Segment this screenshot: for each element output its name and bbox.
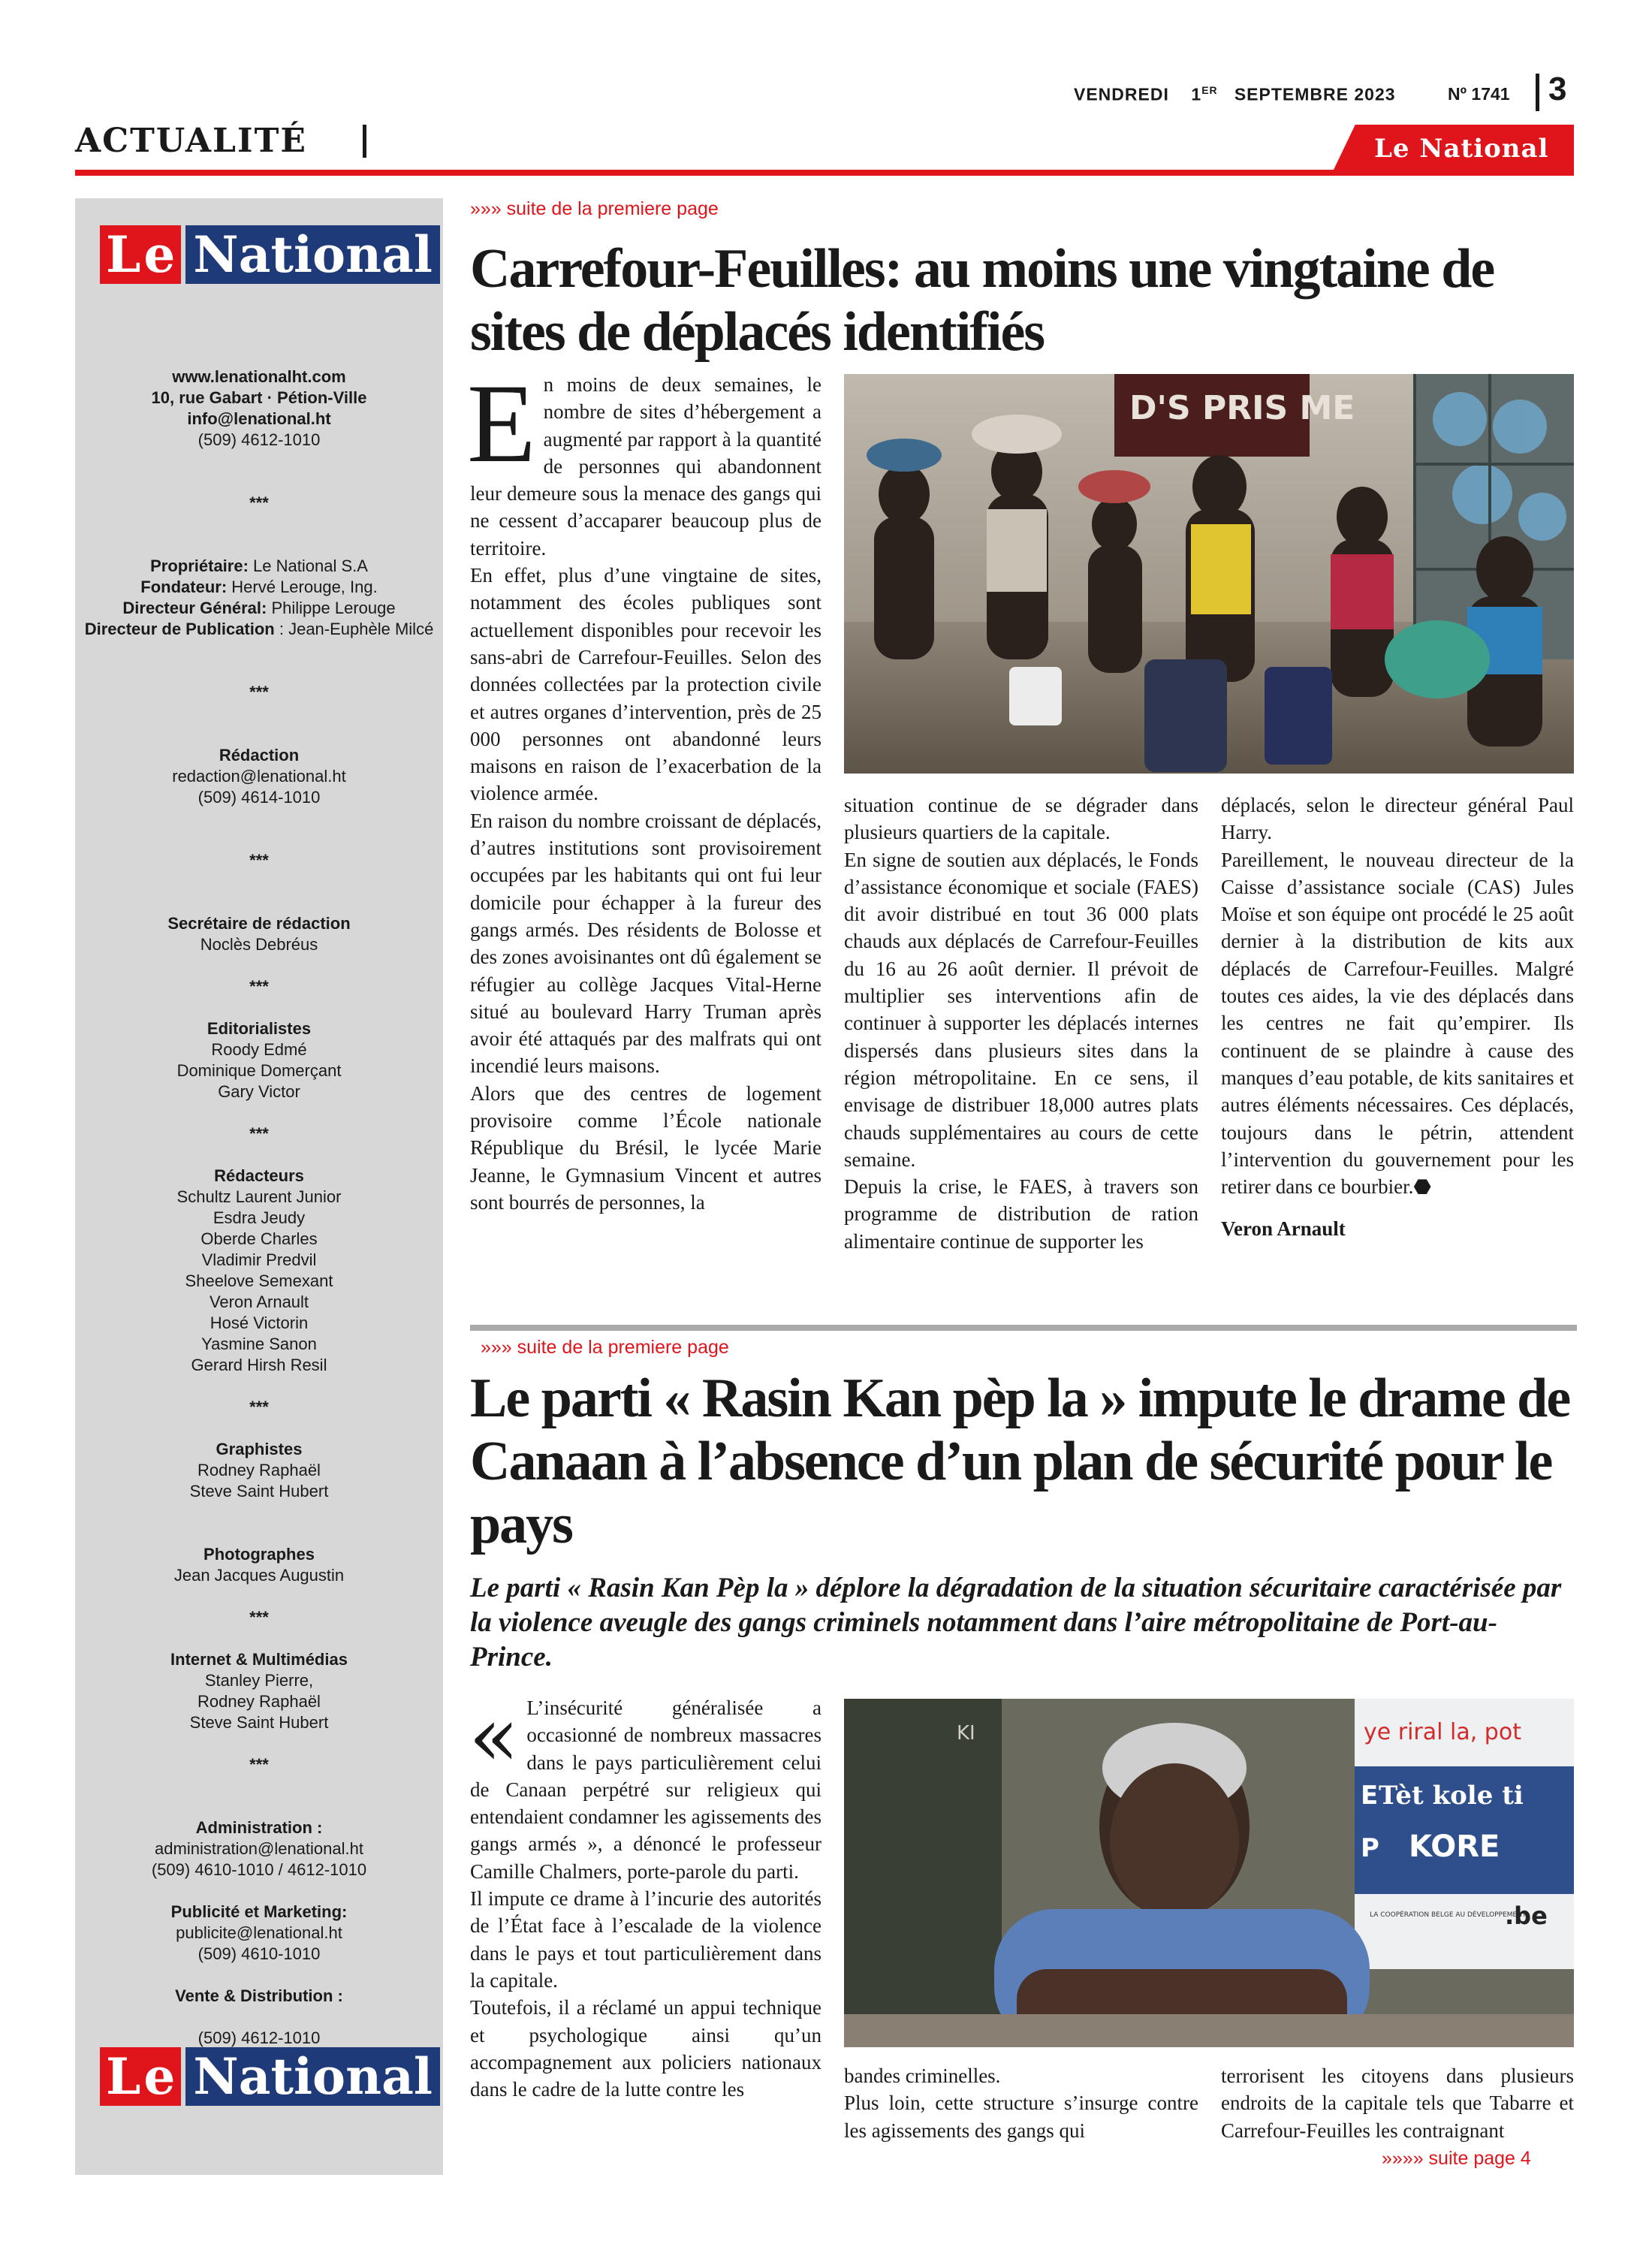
wall-text: KI [957, 1722, 975, 1745]
drop-cap: E [467, 361, 536, 486]
article-divider [470, 1325, 1577, 1331]
section-divider [363, 125, 366, 158]
banner-text-2: Tèt kole ti [1379, 1781, 1524, 1811]
continued-from-front-link[interactable]: »»» suite de la premiere page [481, 1337, 729, 1358]
contact-email: info@lenational.ht [187, 409, 331, 428]
founder: Fondateur: Hervé Lerouge, Ing. [140, 578, 378, 596]
news-photo-party-spokesperson [844, 1699, 1574, 2047]
issue-number: Nº 1741 [1448, 84, 1510, 104]
address: 10, rue Gabart · Pétion-Ville [151, 388, 367, 407]
storefront-sign-text: D'S PRIS ME [1129, 389, 1355, 427]
le-national-logo-footer: L e National [100, 2047, 423, 2106]
article-column-1: « L’insécurité généralisée a occasionné de nombreux massacres dans le pays particulièrement celui de Canaan perpétré sur religieux qui entendaient condamner les agissements des gangs armés », a dénoncé le professeur Camille Chalmers, porte-parole du parti. Il impute ce drame à l’incurie des autorités de l’État face à l’escalade de la violence dans le pays et tout particulièrement dans la capitale. Toutefois, il a réclamé un appui technique et psychologique ainsi qu’un accompagnement aux policiers nationaux dans le cadre de la lutte contre les [469, 1688, 821, 2101]
contact-phone: (509) 4612-1010 [197, 430, 321, 449]
article-lede: Le parti « Rasin Kan Pèp la » déplore la dégradation de la situation sécuritaire caractérisée par la violence aveugle des gangs criminels notamment dans l’aire métropolitaine de Port-au-Prince. [470, 1573, 1562, 1672]
opening-quote-mark: « [469, 1688, 520, 1784]
banner-coop-text: LA COOPÉRATION BELGE AU DÉVELOPPEMENT [1370, 1911, 1527, 1919]
article-headline: Le parti « Rasin Kan pèp la » impute le drame de Canaan à l’absence d’un plan de sécurité pour le pays [470, 1368, 1570, 1555]
issue-date: VENDREDI 1ER SEPTEMBRE 2023 [1074, 84, 1396, 104]
continued-from-front-link[interactable]: »»» suite de la premiere page [470, 198, 719, 219]
page-number-divider [1536, 74, 1539, 111]
le-national-logo: L e National [100, 225, 423, 284]
article-column-3: terrorisent les citoyens dans plusieurs endroits de la capitale tels que Tabarre et Carrefour-Feuilles les contraignant [1221, 2064, 1574, 2142]
website: www.lenationalht.com [172, 367, 346, 386]
page-number: 3 [1548, 71, 1567, 107]
brand-tag-label: Le National [1374, 134, 1549, 164]
news-photo-displaced-people [844, 374, 1574, 774]
publication-director: Directeur de Publication : Jean-Euphèle Milcé [84, 620, 434, 638]
byline: Veron Arnault [1221, 1217, 1346, 1241]
owner: Propriétaire: Le National S.A [150, 556, 368, 575]
masthead-credits: www.lenationalht.com 10, rue Gabart · Pétion-Ville info@lenational.ht (509) 4612-1010 *** Propriétaire: Le National S.A Fondateur: Hervé Lerouge, Ing. Directeur Général: Philippe Lerouge Directeur de Publication : Jean-Euphèle Milcé *** Rédaction redaction@lenational.ht (509) 4614-1010 *** Secrétaire de rédaction Noclès Debréus *** Editorialistes Roody Edmé Dominique Domerçant Gary Victor *** Rédacteurs Schultz Laurent Junior Esdra Jeudy Oberde Charles Vladimir Predvil Sheelove Semexant Veron Arnault Hosé Victorin Yasmine Sanon Gerard Hirsh Resil *** Graphistes Rodney Raphaël Steve Saint Hubert Photographes Jean Jacques Augustin *** Internet & Multimédias Stanley Pierre, Rodney Raphaël Steve Saint Hubert *** Administration : administration@lenational.ht (509) 4610-1010 / 4612-1010 Publicité et Marketing: publicite@lenational.ht (509) 4610-1010 Vente & Distribution : (509) 4612-1010 [75, 366, 443, 2049]
article-column-3: déplacés, selon le directeur général Paul Harry. Pareillement, le nouveau directeur de la Caisse d’assistance sociale (CAS) Jules Moïse et son équipe ont procédé le 25 août dernier à la distribution de kits aux déplacés de Carrefour-Feuilles. Malgré toutes ces aides, la vie des déplacés dans les centres ne fait qu’empirer. Ils continuent de se plaindre à cause des manques d’eau potable, de kits sanitaires et autres éléments nécessaires. Ces déplacés, toujours dans le pétrin, attendent l’intervention du gouvernement pour les retirer dans ce bourbier.⬣ Veron Arnault [1221, 792, 1574, 1243]
article-column-2: bandes criminelles. Plus loin, cette structure s’insurge contre les agissements des gangs qui [844, 2064, 1198, 2142]
banner-text-3: KORE [1409, 1829, 1500, 1864]
banner-letter-e: E [1361, 1781, 1379, 1811]
continued-on-page-link[interactable]: »»»» suite page 4 [1382, 2148, 1531, 2169]
banner-text-1: ye riral la, pot [1364, 1719, 1521, 1745]
banner-be-text: .be [1505, 1902, 1548, 1930]
banner-letter-p: P [1361, 1833, 1379, 1863]
director: Directeur Général: Philippe Lerouge [122, 599, 396, 617]
header-rule [75, 170, 1574, 176]
article-column-1: En moins de deux semaines, le nombre de sites d’hébergement a augmenté par rapport à la quantité de personnes qui abandonnent leur demeure sous la menace des gangs qui ne cessent d’accaparer beaucoup plus de territoire. En effet, plus d’une vingtaine de sites, notamment des écoles publiques sont actuellement disponibles pour recevoir les sans-abri de Carrefour-Feuilles. Selon des données collectées par la protection civile et autres organes d’intervention, près de 25 000 personnes ont abandonné leurs maisons en raison de l’exacerbation de la violence armée. En raison du nombre croissant de déplacés, d’autres institutions sont provisoirement occupées par les habitants qui ont fui leur domicile pour échapper à la fureur des gangs armés. Des résidents de Bolosse et des zones avoisinantes ont dû également se réfugier au collège Jacques Vital-Herne situé au boulevard Harry Truman après avoir été attaqués par des malfrats qui ont incendié leurs maisons. Alors que des centres de logement provisoire comme l’École nationale République du Brésil, le lycée Marie Jeanne, le Gymnasium Vincent et autres sont bourrés de personnes, la [467, 361, 821, 1214]
article-column-2: situation continue de se dégrader dans plusieurs quartiers de la capitale. En signe de soutien aux déplacés, le Fonds d’assistance économique et sociale (FAES) dit avoir distribué en tout 36 000 plats chauds aux déplacés de Carrefour-Feuilles du 16 au 26 août dernier. Il prévoit de multiplier ses interventions afin de continuer à supporter les déplacés internes dispersés dans plusieurs sites dans la région métropolitaine. En ce sens, il envisage de distribuer 18,000 autres plats chauds supplémentaires au cours de cette semaine. Depuis la crise, le FAES, à travers son programme de distribution de ration alimentaire continue de supporter les [844, 794, 1198, 1253]
section-title: ACTUALITÉ [75, 122, 307, 160]
separator: *** [249, 493, 269, 512]
article-headline: Carrefour-Feuilles: au moins une vingtaine de sites de déplacés identifiés [470, 238, 1494, 363]
